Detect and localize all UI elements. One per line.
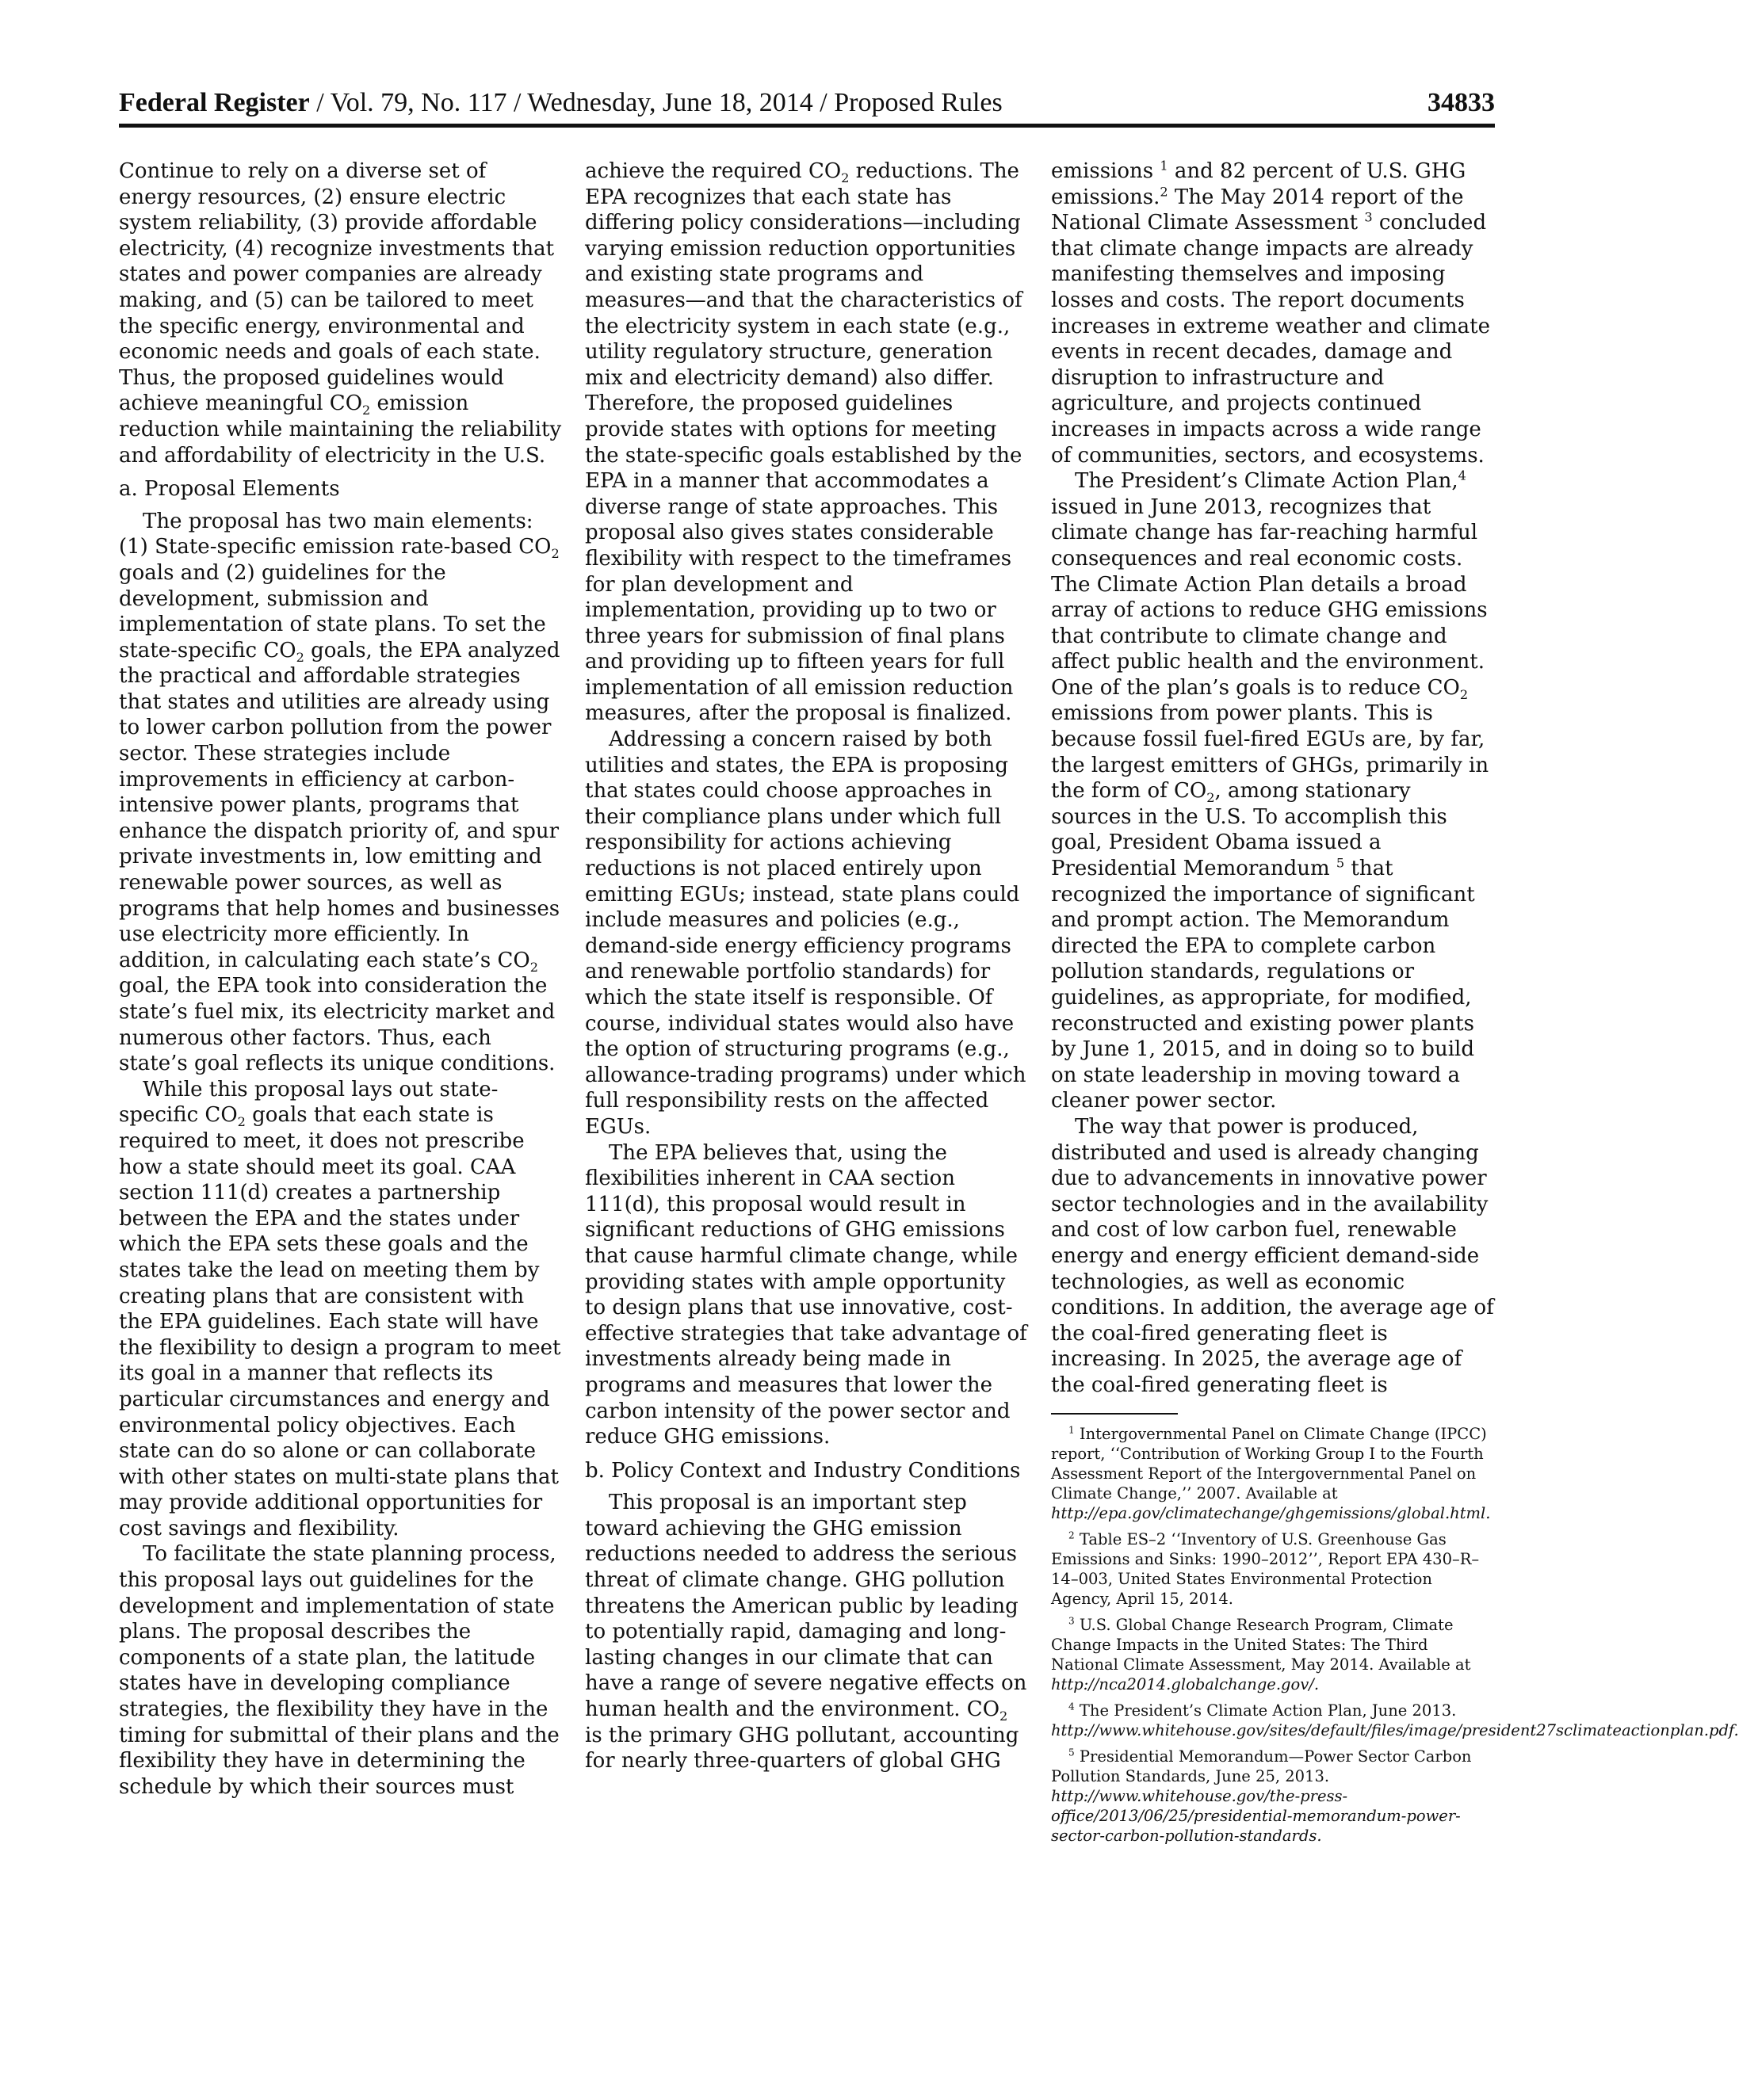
footnote-5: $^5$ Presidential Memorandum—Power Sector Carbon Pollution Standards, June 25, 2013. http://www.whitehouse.gov/the-press-office/2013/06/25/presidential-memorandum-power-sector-carbon-pollution-standards.	[1051, 1747, 1472, 1845]
document-page	[119, 82, 1739, 2079]
footnote-3: $^3$ U.S. Global Change Research Program, Climate Change Impacts in the United States: The Third National Climate Assessment, May 2014. Available at http://nca2014.globalchange.gov/.	[1051, 1615, 1471, 1693]
column-left	[119, 158, 563, 1800]
issue-citation: / Vol. 79, No. 117 / Wednesday, June 18, 2014 / Proposed Rules	[309, 88, 1003, 117]
paragraph: This proposal is an important step toward achieving the GHG emission reductions needed to address the serious threat of climate change. GHG pollution threatens the American public by leading to potentially rapid, damaging and long-lasting changes in our climate that can have a range of severe negative effects on human health and the environment. $CO_2$ is the primary GHG pollutant, accounting for nearly three-quarters of global GHG	[585, 1491, 1027, 1774]
paragraph: Continue to rely on a diverse set of energy resources, (2) ensure electric system reliability, (3) provide affordable electricity, (4) recognize investments that states and power companies are already making, and (5) can be tailored to meet the specific energy, environmental and economic needs and goals of each state. Thus, the proposed guidelines would achieve meaningful $CO_2$ emission reduction while maintaining the reliability and affordability of electricity in the U.S.	[119, 159, 562, 468]
section-heading-b: b. Policy Context and Industry Conditions	[585, 1458, 1021, 1483]
paragraph: The proposal has two main elements: (1) State-specific emission rate-based $CO_2$ goals and (2) guidelines for the development, submission and implementation of state plans. To set the state-specific $CO_2$ goals, the EPA analyzed the practical and affordable strategies that states and utilities are already using to lower carbon pollution from the power sector. These strategies include improvements in efficiency at carbon-intensive power plants, programs that enhance the dispatch priority of, and spur private investments in, low emitting and renewable power sources, as well as programs that help homes and businesses use electricity more efficiently. In addition, in calculating each state’s $CO_2$ goal, the EPA took into consideration the state’s fuel mix, its electricity market and numerous other factors. Thus, each state’s goal reflects its unique conditions.	[119, 509, 560, 1076]
footnote-ref: 3	[1364, 209, 1373, 225]
paragraph: The EPA believes that, using the flexibilities inherent in CAA section 111(d), this proposal would result in significant reductions of GHG emissions that cause harmful climate change, while providing states with ample opportunity to design plans that use innovative, cost-effective strategies that take advantage of investments already being made in programs and measures that lower the carbon intensity of the power sector and reduce GHG emissions.	[585, 1140, 1027, 1449]
paragraph: To facilitate the state planning process, this proposal lays out guidelines for the development and implementation of state plans. The proposal describes the components of a state plan, the latitude states have in developing compliance strategies, the flexibility they have in the timing for submittal of their plans and the flexibility they have in determining the schedule by which their sources must	[119, 1542, 560, 1799]
paragraph: The President’s Climate Action Plan,$^4$ issued in June 2013, recognizes that climate change has far-reaching harmful consequences and real economic costs. The Climate Action Plan details a broad array of actions to reduce GHG emissions that contribute to climate change and affect public health and the environment. One of the plan’s goals is to reduce $CO_2$ emissions from power plants. This is because fossil fuel-fired EGUs are, by far, the largest emitters of GHGs, primarily in the form of $CO_2$, among stationary sources in the U.S. To accomplish this goal, President Obama issued a Presidential Memorandum $^5$ that recognized the importance of significant and prompt action. The Memorandum directed the EPA to complete carbon pollution standards, regulations or guidelines, as appropriate, for modified, reconstructed and existing power plants by June 1, 2015, and in doing so to build on state leadership in moving toward a cleaner power sector.	[1051, 468, 1489, 1113]
footnote-link[interactable]: http://www.whitehouse.gov/sites/default/files/image/president27sclimateactionplan.pdf.	[1051, 1720, 1739, 1739]
page-number: 34833	[1428, 88, 1495, 117]
footnote-2: $^2$ Table ES–2 ‘‘Inventory of U.S. Greenhouse Gas Emissions and Sinks: 1990–2012’’, Report EPA 430–R–14–003, United States Environmental Protection Agency, April 15, 2014.	[1051, 1529, 1480, 1608]
section-heading-a: a. Proposal Elements	[119, 477, 340, 502]
paragraph: The way that power is produced, distributed and used is already changing due to advancements in innovative power sector technologies and in the availability and cost of low carbon fuel, renewable energy and energy efficient demand-side technologies, as well as economic conditions. In addition, the average age of the coal-fired generating fleet is increasing. In 2025, the average age of the coal-fired generating fleet is	[1051, 1114, 1494, 1397]
column-middle	[585, 158, 1029, 1774]
footnote-ref: 2	[1160, 183, 1168, 199]
header-rule	[119, 124, 1495, 128]
footnote-separator	[1051, 1413, 1178, 1415]
footnote-ref: 4	[1458, 468, 1466, 483]
footnote-link[interactable]: http://epa.gov/climatechange/ghgemissions/global.html.	[1051, 1503, 1491, 1522]
paragraph: Addressing a concern raised by both utilities and states, the EPA is proposing that states could choose approaches in their compliance plans under which full responsibility for actions achieving reductions is not placed entirely upon emitting EGUs; instead, state plans could include measures and policies (e.g., demand-side energy efficiency programs and renewable portfolio standards) for which the state itself is responsible. Of course, individual states would also have the option of structuring programs (e.g., allowance-trading programs) under which full responsibility rests on the affected EGUs.	[585, 727, 1026, 1139]
register-name: Federal Register	[119, 88, 310, 117]
column-right	[1051, 158, 1739, 1852]
running-header	[119, 82, 1495, 120]
footnote-4: $^4$ The President’s Climate Action Plan, June 2013. http://www.whitehouse.gov/sites/default/files/image/president27sclimateactionplan.pdf.	[1051, 1701, 1739, 1739]
paragraph: achieve the required $CO_2$ reductions. The EPA recognizes that each state has differing policy considerations—including varying emission reduction opportunities and existing state programs and measures—and that the characteristics of the electricity system in each state (e.g., utility regulatory structure, generation mix and electricity demand) also differ. Therefore, the proposed guidelines provide states with options for meeting the state-specific goals established by the EPA in a manner that accommodates a diverse range of state approaches. This proposal also gives states considerable flexibility with respect to the timeframes for plan development and implementation, providing up to two or three years for submission of final plans and providing up to fifteen years for full implementation of all emission reduction measures, after the proposal is finalized.	[585, 159, 1022, 726]
footnote-link[interactable]: http://nca2014.globalchange.gov/.	[1051, 1674, 1320, 1693]
header-citation-line	[119, 86, 1308, 120]
paragraph: emissions $^1$ and 82 percent of U.S. GHG emissions.$^2$ The May 2014 report of the National Climate Assessment $^3$ concluded that climate change impacts are already manifesting themselves and imposing losses and costs. The report documents increases in extreme weather and climate events in recent decades, damage and disruption to infrastructure and agriculture, and projects continued increases in impacts across a wide range of communities, sectors, and ecosystems.	[1051, 158, 1490, 468]
footnote-ref: 1	[1160, 158, 1168, 174]
footnote-link[interactable]: http://www.whitehouse.gov/the-press-office/2013/06/25/presidential-memorandum-power-sector-carbon-pollution-standards.	[1051, 1786, 1461, 1845]
footnote-1: $^1$ Intergovernmental Panel on Climate Change (IPCC) report, ‘‘Contribution of Working Group I to the Fourth Assessment Report of the Intergovernmental Panel on Climate Change,’’ 2007. Available at http://epa.gov/climatechange/ghgemissions/global.html.	[1051, 1424, 1491, 1522]
footnote-ref: 5	[1336, 855, 1345, 871]
paragraph: While this proposal lays out state-specific $CO_2$ goals that each state is required to meet, it does not prescribe how a state should meet its goal. CAA section 111(d) creates a partnership between the EPA and the states under which the EPA sets these goals and the states take the lead on meeting them by creating plans that are consistent with the EPA guidelines. Each state will have the flexibility to design a program to meet its goal in a manner that reflects its particular circumstances and energy and environmental policy objectives. Each state can do so alone or can collaborate with other states on multi-state plans that may provide additional opportunities for cost savings and flexibility.	[119, 1077, 561, 1541]
footnotes	[1051, 1424, 1739, 1846]
